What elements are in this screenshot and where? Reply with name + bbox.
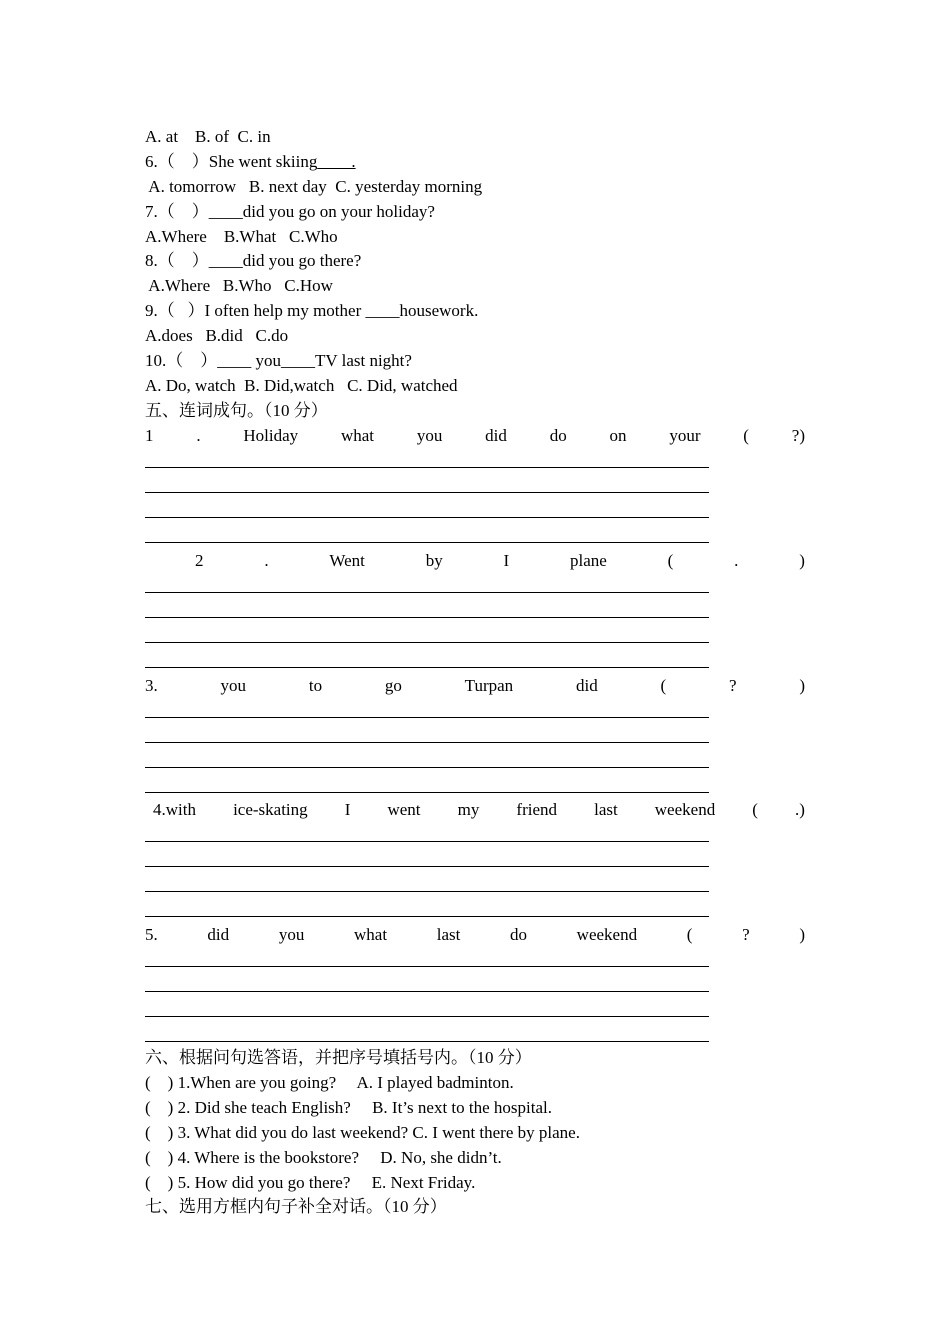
word: ice-skating [233, 800, 308, 819]
answer-line[interactable] [145, 891, 709, 892]
word: what [340, 426, 375, 445]
word: did [207, 925, 230, 944]
q5-options: A. at B. of C. in [145, 127, 271, 146]
answer-line[interactable] [145, 617, 709, 618]
word: ?) [791, 426, 805, 445]
answer-line[interactable] [145, 1041, 709, 1042]
q7-options: A.Where B.What C.Who [145, 227, 338, 246]
word: ( [752, 800, 758, 819]
answer-line[interactable] [145, 767, 709, 768]
match-item-2[interactable]: ( ) 2. Did she teach English? B. It’s next to the hospital. [145, 1098, 552, 1117]
question-8: 8.（ ）____did you go there? [145, 251, 362, 270]
q6-options: A. tomorrow B. next day C. yesterday morning [145, 177, 483, 196]
word: plane [570, 551, 607, 570]
word: weekend [576, 925, 638, 944]
word: what [354, 925, 388, 944]
answer-line[interactable] [145, 991, 709, 992]
q9-options: A.does B.did C.do [145, 326, 289, 345]
answer-line[interactable] [145, 866, 709, 867]
section-5-title: 五、连词成句。（10 分） [145, 401, 328, 420]
word: . [734, 551, 739, 570]
word: . [264, 551, 269, 570]
scramble-sentence-3 [145, 675, 805, 697]
word: did [485, 426, 507, 445]
section-6-title: 六、根据问句选答语，并把序号填括号内。（10 分） [145, 1048, 532, 1067]
word: ) [799, 676, 805, 695]
word: you [220, 676, 247, 695]
q6-text: 6.（ ）She went skiing [145, 152, 318, 171]
word: I [503, 551, 510, 570]
word: go [384, 676, 402, 695]
word: went [387, 800, 421, 819]
word: ) [799, 551, 805, 570]
word: you [416, 426, 443, 445]
answer-line[interactable] [145, 742, 709, 743]
q10-options: A. Do, watch B. Did,watch C. Did, watched [145, 376, 458, 395]
question-9: 9.（ ）I often help my mother ____housework. [145, 301, 479, 320]
word: ) [799, 925, 805, 944]
word: ( [686, 925, 693, 944]
word: last [436, 925, 461, 944]
word: your [669, 426, 701, 445]
answer-line[interactable] [145, 916, 709, 917]
q6-blank[interactable]: ____. [317, 152, 356, 171]
word: ( [743, 426, 749, 445]
word: did [575, 676, 598, 695]
word: do [549, 426, 567, 445]
answer-line[interactable] [145, 492, 709, 493]
word: Turpan [464, 676, 514, 695]
word: friend [516, 800, 558, 819]
word: 4.with [153, 800, 196, 819]
word: 3. [145, 676, 158, 695]
word: my [457, 800, 480, 819]
q8-options: A.Where B.Who C.How [145, 276, 333, 295]
answer-line[interactable] [145, 966, 709, 967]
word: ( [667, 551, 674, 570]
scramble-sentence-1 [145, 425, 805, 447]
answer-line[interactable] [145, 717, 709, 718]
word: ? [728, 676, 737, 695]
word: 2 [195, 551, 204, 570]
word: by [425, 551, 443, 570]
match-item-3[interactable]: ( ) 3. What did you do last weekend? C. I went there by plane. [145, 1123, 580, 1142]
answer-line[interactable] [145, 667, 709, 668]
word: .) [795, 800, 805, 819]
word: I [344, 800, 351, 819]
answer-line[interactable] [145, 542, 709, 543]
scramble-sentence-4 [153, 799, 805, 821]
match-item-5[interactable]: ( ) 5. How did you go there? E. Next Friday. [145, 1173, 476, 1192]
match-item-1[interactable]: ( ) 1.When are you going? A. I played badminton. [145, 1073, 514, 1092]
word: ? [742, 925, 750, 944]
word: you [278, 925, 305, 944]
section-7-title: 七、选用方框内句子补全对话。（10 分） [145, 1197, 447, 1216]
word: to [308, 676, 323, 695]
question-10: 10.（ ）____ you____TV last night? [145, 351, 412, 370]
scramble-sentence-2 [195, 550, 805, 572]
answer-line[interactable] [145, 592, 709, 593]
word: Went [329, 551, 365, 570]
word: 1 [145, 426, 154, 445]
scramble-sentence-5 [145, 924, 805, 946]
word: Holiday [243, 426, 299, 445]
word: on [609, 426, 627, 445]
match-item-4[interactable]: ( ) 4. Where is the bookstore? D. No, she didn’t. [145, 1148, 502, 1167]
answer-line[interactable] [145, 792, 709, 793]
word: do [510, 925, 527, 944]
answer-line[interactable] [145, 517, 709, 518]
word: 5. [145, 925, 158, 944]
word: weekend [654, 800, 716, 819]
answer-line[interactable] [145, 642, 709, 643]
answer-line[interactable] [145, 1016, 709, 1017]
word: . [196, 426, 201, 445]
question-6 [145, 151, 356, 173]
word: last [594, 800, 618, 819]
question-7: 7.（ ）____did you go on your holiday? [145, 202, 435, 221]
word: ( [660, 676, 667, 695]
answer-line[interactable] [145, 467, 709, 468]
answer-line[interactable] [145, 841, 709, 842]
